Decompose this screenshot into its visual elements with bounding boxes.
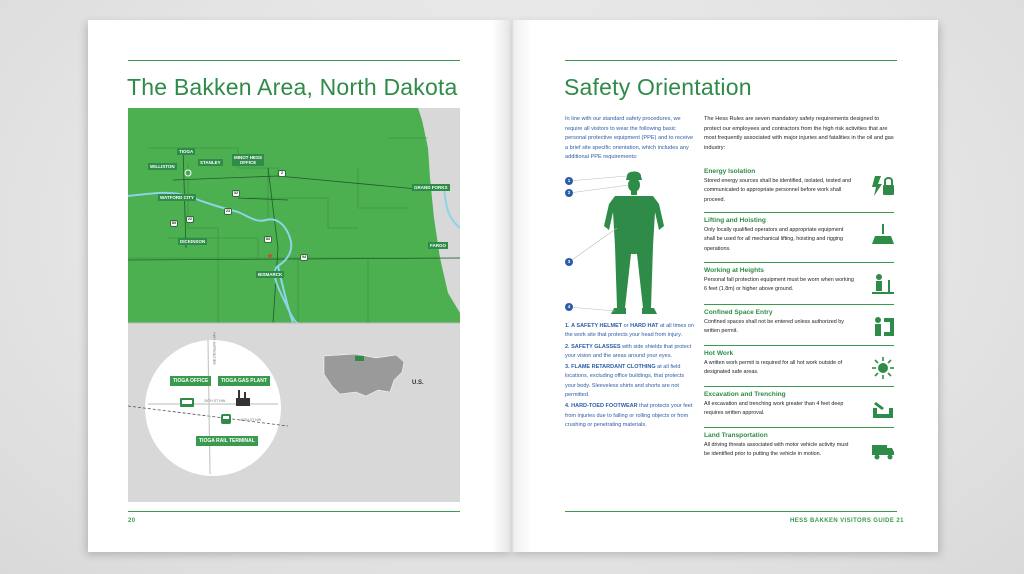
highway-83-icon: 83 <box>264 236 272 243</box>
highway-94-icon: 94 <box>300 254 308 261</box>
rule-divider <box>704 262 894 263</box>
ppe-figure <box>565 168 700 318</box>
inset-tioga-office: TIOGA OFFICE <box>170 376 211 386</box>
rule-text: Personal fall protection equipment must be worn when working 6 feet (1.8m) or higher above ground. <box>704 277 854 293</box>
page-title-right: Safety Orientation <box>564 74 752 100</box>
city-stanley: STANLEY <box>200 160 221 165</box>
ppe-item <box>565 343 695 362</box>
inset-gas-plant: TIOGA GAS PLANT <box>218 376 270 386</box>
rule-energy-isolation <box>704 167 894 205</box>
rule-heading: Hot Work <box>704 350 734 357</box>
rule-hot-work <box>704 349 894 378</box>
ppe-item-heading: HARD-TOED FOOTWEAR <box>571 403 638 410</box>
rule-heading: Energy Isolation <box>704 168 756 175</box>
rule-heading: Land Transportation <box>704 432 768 439</box>
crane-hook-icon <box>870 222 896 248</box>
highway-2-icon: 2 <box>278 170 286 177</box>
rule-lifting-hoisting <box>704 216 894 254</box>
fall-protection-icon <box>870 272 896 298</box>
book-gutter <box>492 20 532 552</box>
rule-text: A written work permit is required for all hot work outside of designated safe areas. <box>704 360 843 376</box>
ppe-item <box>565 402 695 430</box>
top-rule-left <box>128 60 460 61</box>
city-watford: WATFORD CITY <box>160 195 194 200</box>
excavator-icon <box>870 396 896 422</box>
ppe-list <box>565 322 695 432</box>
ppe-item-number: 4. <box>565 403 570 410</box>
highway-52-icon: 52 <box>232 190 240 197</box>
ppe-item-heading: SAFETY GLASSES <box>571 343 621 350</box>
page-footer-right: HESS BAKKEN VISITORS GUIDE 21 <box>790 518 904 524</box>
bottom-rule-right <box>565 511 897 512</box>
north-dakota-shape <box>128 108 460 323</box>
city-fargo: FARGO <box>430 243 447 248</box>
us-map-label: U.S. <box>412 380 424 386</box>
rule-text: Only locally qualified operators and appropriate equipment shall be used for all mechanical lifting, hoisting and rigging operations. <box>704 227 844 252</box>
ppe-item-number: 1. <box>565 323 570 329</box>
ppe-item-heading: FLAME RETARDANT CLOTHING <box>571 364 656 371</box>
rule-heading: Lifting and Hoisting <box>704 217 766 224</box>
rule-text: Confined spaces shall not be entered unless authorized by written permit. <box>704 319 844 335</box>
ppe-item-description: that protects your feet from injuries due to falling or rolling objects or from crushing or penetrating materials. <box>565 403 693 428</box>
rule-divider <box>704 345 894 346</box>
ppe-item-description: at all times on the work site that protects your head from injury. <box>565 323 694 339</box>
ppe-item-number: 2. <box>565 343 570 350</box>
hess-rules-intro: The Hess Rules are seven mandatory safety requirements designed to protect our employees and contractors from the high risk activities that are most frequently associated with major injuries and fatalities in the oil and gas industry: <box>704 116 894 151</box>
ppe-marker-2: 2 <box>565 189 573 197</box>
city-grand-forks: GRAND FORKS <box>414 185 448 190</box>
inset-street-vertical: HWY 40/FRONTIER <box>212 332 216 365</box>
rule-text: All excavation and trenching work greater than 4 feet deep requires written approval. <box>704 401 844 417</box>
city-bismarck: BISMARCK <box>258 272 283 277</box>
rule-heading: Confined Space Entry <box>704 309 773 316</box>
truck-icon <box>870 437 896 463</box>
inset-street-horizontal-2: 40TH ST NW <box>240 418 262 422</box>
ppe-item <box>565 363 695 400</box>
ppe-item-heading-2: HARD HAT <box>630 323 659 329</box>
rule-excavation <box>704 390 894 419</box>
city-dickinson: DICKINSON <box>180 239 206 244</box>
ppe-item-number: 3. <box>565 364 570 371</box>
city-minot: MINOT HESS OFFICE <box>234 155 263 165</box>
rule-divider <box>704 386 894 387</box>
rule-working-heights <box>704 266 894 295</box>
top-rule-right <box>565 60 897 61</box>
rule-divider <box>704 304 894 305</box>
city-williston: WILLISTON <box>150 164 175 169</box>
bakken-map <box>128 108 460 502</box>
rule-heading: Excavation and Trenching <box>704 391 786 398</box>
ppe-marker-3: 3 <box>565 258 573 266</box>
rule-heading: Working at Heights <box>704 267 764 274</box>
confined-space-icon <box>870 314 896 340</box>
highway-23-icon: 23 <box>224 208 232 215</box>
ppe-marker-4: 4 <box>565 303 573 311</box>
page-title-left: The Bakken Area, North Dakota <box>127 74 458 100</box>
ppe-item-or: or <box>622 323 631 329</box>
rule-land-transportation <box>704 431 894 460</box>
city-tioga: TIOGA <box>179 149 194 154</box>
rule-text: Stored energy sources shall be identified, isolated, tested and communicated to appropriate personnel before work shall proceed. <box>704 178 852 203</box>
page-number-left: 20 <box>128 518 136 524</box>
ppe-marker-1: 1 <box>565 177 573 185</box>
ppe-item <box>565 322 695 341</box>
rule-divider <box>704 212 894 213</box>
energy-lock-icon <box>870 173 896 199</box>
highway-22-icon: 22 <box>186 216 194 223</box>
inset-rail-terminal: TIOGA RAIL TERMINAL <box>196 436 258 446</box>
ppe-intro-text: In line with our standard safety procedures, we require all visitors to wear the following basic personal protective equipment (PPE) and to receive a brief site specific orientation, which includes any additional PPE requirements: <box>565 116 694 161</box>
rule-text: All driving threats associated with motor vehicle activity must be identified prior to putting the vehicle in motion. <box>704 442 849 458</box>
sun-hot-icon <box>870 355 896 381</box>
ppe-item-description: with side shields that protect your vision and the areas around your eyes. <box>565 343 692 359</box>
highway-85-icon: 85 <box>170 220 178 227</box>
ppe-item-heading: A SAFETY HELMET <box>571 323 623 329</box>
ppe-item-description: at all field locations, excluding office buildings, that protects your body. Sleeveless shirts and shorts are not permitted. <box>565 364 685 399</box>
rule-divider <box>704 427 894 428</box>
rule-confined-space <box>704 308 894 337</box>
inset-street-horizontal: 39TH ST NW <box>204 399 226 403</box>
bottom-rule-left <box>128 511 460 512</box>
